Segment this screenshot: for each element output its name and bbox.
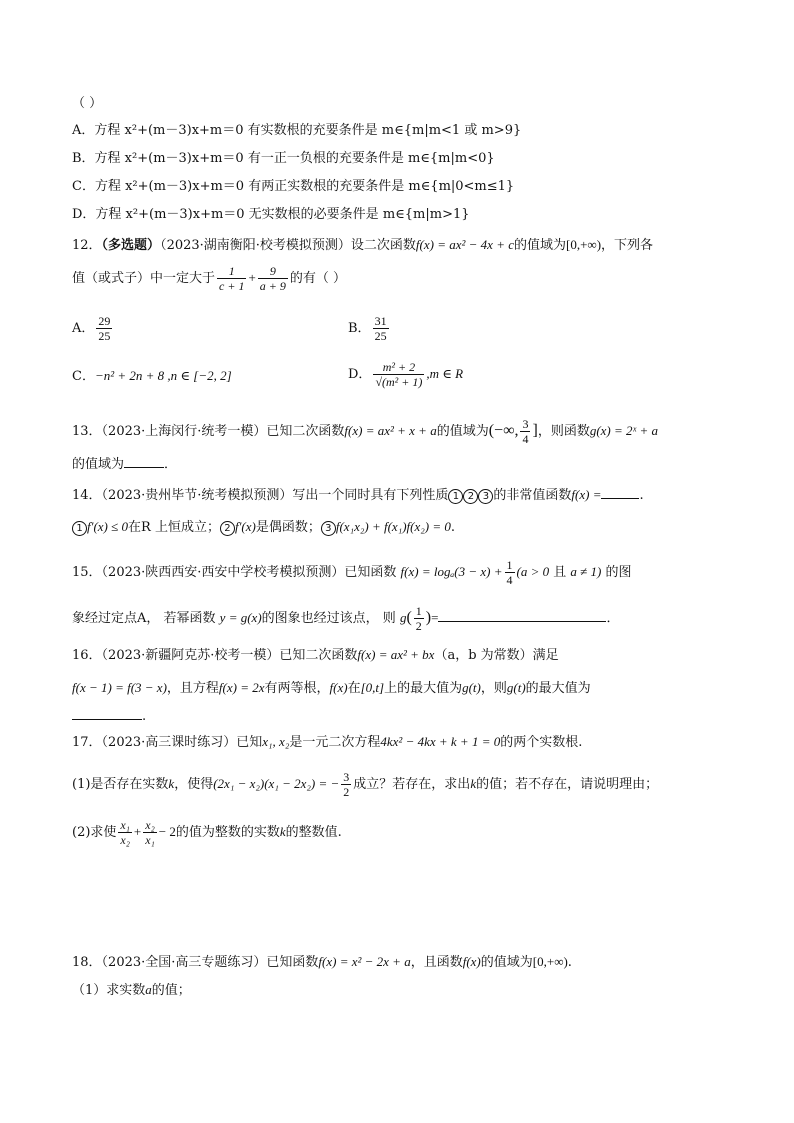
q12-fraction-1 — [217, 264, 246, 293]
q12-tail: ，下列各 — [601, 238, 654, 253]
q18-part1 — [72, 981, 191, 1000]
q12-source: （2023·湖南衡阳·校考模拟预测）设二次函数 — [160, 238, 416, 253]
q15-equals: = — [431, 610, 439, 625]
q16-function: f(x) = ax² + bx — [357, 647, 435, 662]
q12-f2-denominator: a + 9 — [259, 279, 286, 293]
q13-function: f(x) = ax² + x + a — [344, 423, 437, 438]
q17-p2-n2: x₂ — [145, 818, 155, 832]
q15-tail: 的图 — [605, 565, 632, 580]
q13-range-denominator: 4 — [522, 432, 529, 446]
q12-b-label: B． — [348, 321, 371, 336]
q16-end: . — [142, 709, 147, 724]
q14-prop2-expr: f′(x) — [234, 519, 256, 534]
q15-line2-mid: 的图象也经过该点， 则 — [261, 611, 396, 626]
q12-line2-post: 的有（ ） — [289, 271, 347, 286]
q15-answer-blank[interactable] — [438, 621, 606, 622]
q17-p2-n1: x₁ — [120, 818, 130, 832]
q13-range-left: (−∞, — [488, 422, 519, 439]
q12-stem-line2 — [72, 264, 346, 293]
q11-option-a: A．方程 x²+(m－3)x+m＝0 有实数根的充要条件是 m∈{m|m<1 或 m>9} — [72, 123, 522, 138]
q17-p1-mid: ，使得 — [174, 777, 214, 792]
q16-l2-j: ，则 — [480, 681, 507, 696]
q12-option-a — [72, 314, 114, 343]
q12-option-d — [348, 360, 463, 389]
q17-part1 — [72, 770, 658, 799]
q12-plus: + — [248, 270, 256, 285]
q12-a-label: A． — [72, 321, 95, 336]
q12-b-denominator: 25 — [374, 329, 387, 343]
q16-stem-line1 — [72, 646, 559, 665]
q12-a-fraction — [96, 314, 112, 343]
q14-prop1-expr: f′(x) ≤ 0 — [87, 519, 129, 534]
q18-mid: ，且函数 — [410, 955, 463, 970]
q15-stem-line1 — [72, 558, 632, 587]
q12-d-fraction — [373, 360, 424, 389]
q13-stem-line1 — [72, 417, 658, 446]
q17-p2-end: 的整数值. — [285, 825, 342, 840]
q17-stem — [72, 733, 582, 752]
q17-p2-post: 的值为整数的实数 — [175, 825, 280, 840]
q16-l2-b: ，且方程 — [166, 681, 219, 696]
q13-line2: 的值域为 — [72, 457, 125, 472]
q12-c-expression: −n² + 2n + 8 ,n ∈ [−2, 2] — [94, 368, 232, 383]
q17-p1-k: k — [470, 776, 477, 791]
q13-g-function: g(x) = 2ˣ + a — [589, 423, 658, 438]
q14-end: . — [639, 488, 644, 503]
q14-prop-circle-2: 2 — [220, 521, 235, 536]
q16-gt-2: g(t) — [506, 680, 526, 695]
q12-number: 12． — [72, 238, 102, 253]
q12-a-numerator: 29 — [98, 314, 111, 328]
q12-f2-numerator: 9 — [258, 264, 288, 279]
q15-end: ． — [606, 611, 620, 626]
q12-stem-line1 — [72, 236, 653, 255]
q15-frac-denominator: 4 — [506, 573, 513, 587]
q16-l2-h: 上的最大值为 — [384, 681, 463, 696]
q15-g-denominator: 2 — [415, 619, 422, 633]
q15-and: 且 — [553, 565, 567, 580]
q15-line2-pre: 象经过定点A， 若幂函数 — [72, 611, 216, 626]
q16-equation: f(x) = 2x — [218, 680, 265, 695]
q13-range-fraction — [520, 417, 530, 446]
q15-frac-numerator: 1 — [506, 558, 513, 572]
q17-mid: 是一元二次方程 — [289, 735, 381, 750]
q12-option-c — [72, 367, 232, 386]
q18-fx: f(x) — [462, 954, 481, 969]
q18-end: . — [567, 955, 572, 970]
q13-range-right: ] — [532, 422, 538, 439]
q13-range-numerator: 3 — [522, 417, 529, 431]
q14-prop3-expr: f(x₁x₂) + f(x₁)f(x₂) = 0 — [335, 519, 451, 534]
q13-mid: 的值域为 — [436, 424, 489, 439]
q11-option-c: C．方程 x²+(m－3)x+m＝0 有两正实数根的充要条件是 m∈{m|0<m≤1} — [72, 179, 515, 194]
q17-p1-denominator: 2 — [343, 785, 350, 799]
q16-stem-line2 — [72, 679, 591, 698]
q17-part2 — [72, 818, 342, 847]
q14-prop2-text: 是偶函数； — [255, 520, 321, 535]
q14-prop-circle-3: 3 — [321, 521, 336, 536]
q14-answer-blank[interactable] — [601, 498, 639, 499]
q14-stem-line1 — [72, 486, 644, 505]
q12-fraction-2 — [258, 264, 288, 293]
q18-mid2: 的值域为 — [480, 955, 533, 970]
q16-answer-blank[interactable] — [72, 719, 142, 720]
q15-g: g — [399, 610, 407, 625]
q17-pre: 17．（2023·高三课时练习）已知 — [72, 735, 263, 750]
q16-symmetry: f(x − 1) = f(3 − x) — [72, 680, 167, 695]
q13-answer-blank[interactable] — [124, 467, 164, 468]
q12-option-b — [348, 314, 391, 343]
q17-p2-plus: + — [133, 824, 142, 839]
q12-d-tail: ,m ∈ R — [426, 366, 464, 381]
q15-g-numerator: 1 — [415, 604, 422, 618]
q16-post: （a，b 为常数）满足 — [434, 648, 559, 663]
q13-end: ． — [164, 457, 178, 472]
q18-function: f(x) = x² − 2x + a — [318, 954, 411, 969]
q14-stem-line2 — [72, 518, 455, 537]
q15-fraction — [505, 558, 515, 587]
q16-stem-line3 — [72, 708, 146, 726]
q15-cond: (a > 0 — [516, 564, 550, 579]
q13-stem-line2 — [72, 456, 177, 474]
q16-gt: g(t) — [462, 680, 481, 695]
q14-circle-3: 3 — [478, 489, 493, 504]
q14-prop3-end: . — [450, 520, 456, 535]
q18-a: a — [145, 982, 152, 997]
q17-vars: x₁, x₂ — [262, 734, 290, 749]
q12-line2-pre: 值（或式子）中一定大于 — [72, 271, 216, 286]
q16-l2-f: 在 — [347, 681, 361, 696]
q12-d-numerator: m² + 2 — [373, 360, 424, 375]
q17-p1-post: 成立？若存在，求出 — [353, 777, 471, 792]
q13-pre: 13．（2023·上海闵行·统考一模）已知二次函数 — [72, 424, 345, 439]
q17-p2-pre: (2)求使 — [72, 825, 117, 840]
q15-cond2: a ≠ 1) — [570, 564, 602, 579]
q11-option-d: D．方程 x²+(m－3)x+m＝0 无实数根的必要条件是 m∈{m|m>1} — [72, 207, 470, 222]
q16-l2-l: 的最大值为 — [525, 681, 591, 696]
q14-prop1-text: 在R 上恒成立； — [128, 520, 220, 535]
q15-function: f(x) = logₐ(3 − x) + — [400, 564, 503, 579]
q14-pre: 14．（2023·贵州毕节·统考模拟预测）写出一个同时具有下列性质 — [72, 488, 449, 503]
q18-stem — [72, 953, 572, 972]
q15-g-fraction — [414, 604, 424, 633]
q17-p1-end: 的值；若不存在，请说明理由； — [476, 777, 659, 792]
q17-equation: 4kx² − 4kx + k + 1 = 0 — [380, 734, 501, 749]
q17-p2-fraction-2 — [143, 818, 157, 847]
q17-p2-fraction-1 — [118, 818, 132, 847]
q17-p2-minus: − 2 — [158, 824, 176, 839]
q15-g-function: y = g(x) — [219, 610, 262, 625]
q12-b-fraction — [373, 314, 389, 343]
q14-circle-1: 1 — [448, 489, 463, 504]
q17-p2-k: k — [279, 824, 286, 839]
q12-c-label: C． — [72, 369, 95, 384]
q14-post: 的非常值函数 — [493, 488, 572, 503]
q12-function: f(x) = ax² − 4x + c — [415, 237, 514, 252]
q17-p1-pre: (1)是否存在实数 — [72, 777, 169, 792]
q15-stem-line2: 象经过定点A， 若幂函数 y = g(x)的图象也经过该点， 则 g( $\frac{1}{2}$ )= ． — [72, 604, 620, 633]
q17-p1-expr: (2x₁ − x₂)(x₁ − 2x₂) = − — [213, 776, 340, 791]
q17-p1-numerator: 3 — [343, 770, 350, 784]
q11-option-b: B．方程 x²+(m－3)x+m＝0 有一正一负根的充要条件是 m∈{m|m<0} — [72, 151, 495, 166]
q12-mid-text: 的值域为 — [514, 238, 567, 253]
q12-d-denominator: √(m² + 1) — [375, 375, 423, 389]
q12-d-label: D． — [348, 367, 372, 382]
q17-k: k — [168, 776, 175, 791]
q18-p1-end: 的值； — [151, 983, 191, 998]
q11-answer-paren: （ ） — [72, 96, 103, 111]
q13-post: ，则函数 — [537, 424, 590, 439]
q12-range: [0,+∞) — [566, 237, 602, 252]
q18-pre: 18．（2023·全国·高三专题练习）已知函数 — [72, 955, 319, 970]
q17-p2-d2: x₁ — [145, 833, 155, 847]
q15-pre: 15．（2023·陕西西安·西安中学校考模拟预测）已知函数 — [72, 565, 397, 580]
q16-pre: 16．（2023·新疆阿克苏·校考一模）已知二次函数 — [72, 648, 358, 663]
q17-p2-d1: x₂ — [120, 833, 130, 847]
q16-interval: [0,t] — [360, 680, 385, 695]
q18-p1-pre: （1）求实数 — [72, 983, 146, 998]
q12-f1-numerator: 1 — [217, 264, 246, 279]
q16-l2-d: 有两等根， — [264, 681, 330, 696]
q12-b-numerator: 31 — [374, 314, 387, 328]
q16-fx: f(x) — [329, 680, 348, 695]
q12-f1-denominator: c + 1 — [219, 279, 245, 293]
q17-p1-fraction — [341, 770, 351, 799]
q12-multi-select-tag: （多选题） — [101, 238, 161, 253]
q12-a-denominator: 25 — [98, 329, 111, 343]
q17-post: 的两个实数根. — [500, 735, 583, 750]
q14-circle-2: 2 — [463, 489, 478, 504]
q14-fx: f(x) = — [571, 487, 602, 502]
q18-range: [0,+∞) — [532, 954, 568, 969]
q14-prop-circle-1: 1 — [72, 521, 87, 536]
